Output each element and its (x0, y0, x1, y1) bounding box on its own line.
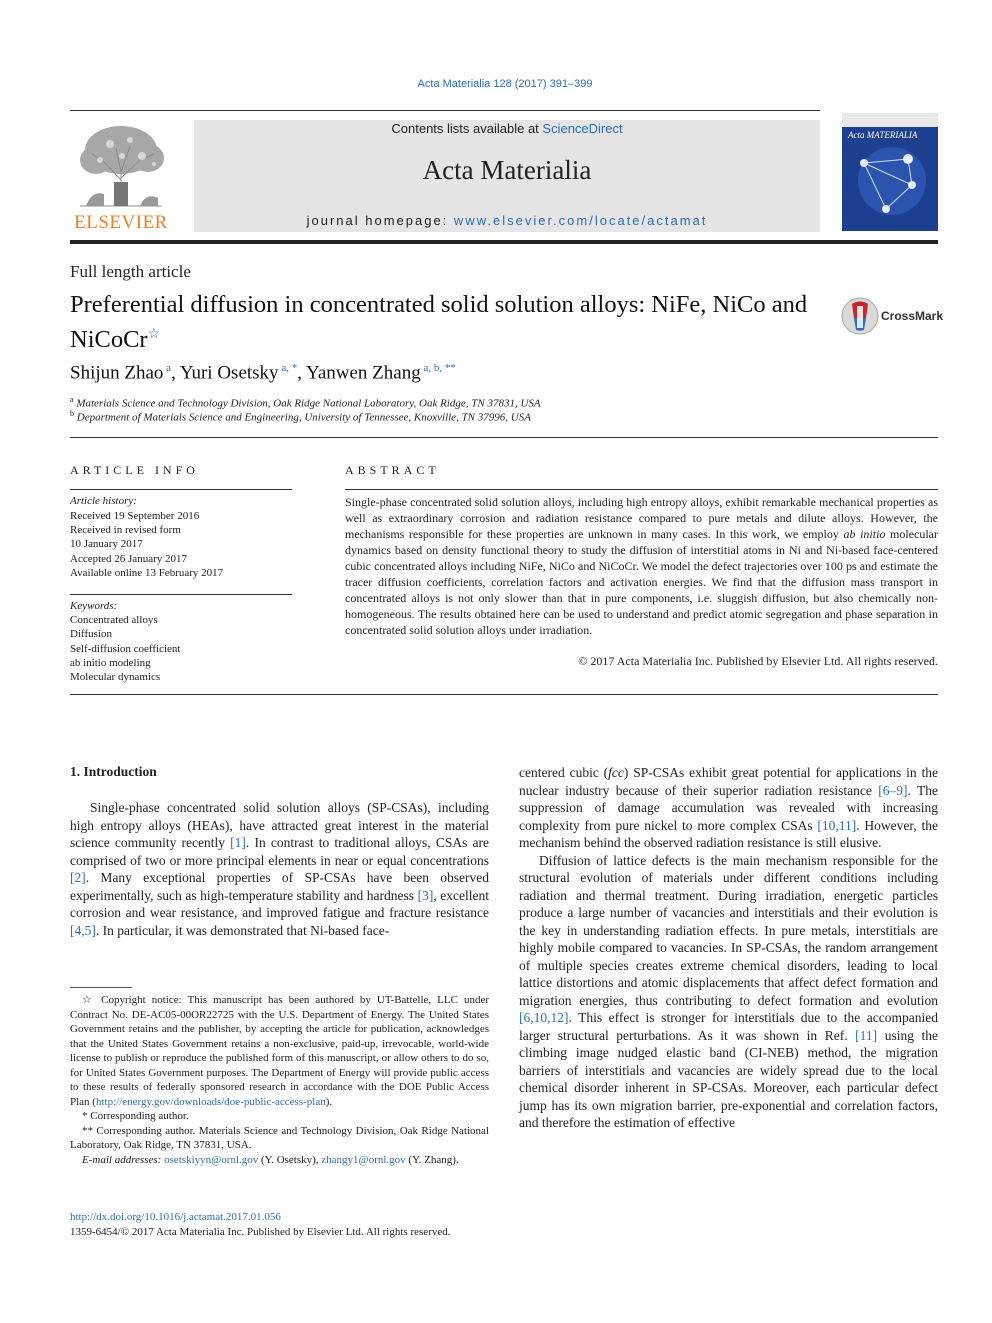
contents-line (194, 121, 820, 136)
abstract-rule (345, 489, 938, 490)
author-name: Shijun Zhao (70, 362, 164, 384)
section-heading-introduction: 1. Introduction (70, 764, 157, 779)
footnote-rule (70, 987, 132, 988)
doe-access-plan-link[interactable]: http://energy.gov/downloads/doe-public-access-plan (95, 1095, 326, 1108)
elsevier-wordmark: ELSEVIER (74, 212, 168, 233)
intro-paragraph: Diffusion of lattice defects is the main mechanism responsible for the structural evolution of materials under different conditions including radiation and thermal treatment. During irradiation, energetic particles produce a large number of vacancies and interstitials and their evolution is the key in understanding radiation effects. In pure metals, interstitials are highly mobile compared to vacancies. In SP-CSAs, the random arrangement of multiple species creates extreme chemical disorders, leading to local lattice distortions and atomic displacements that affect defect formation and migration energies, thus contributing to defect formation and evolution [6,10,12]. This effect is stronger for interstitials due to the accompanied larger structural perturbations. As it was shown in Ref. [11] using the climbing image nudged elastic band (CI-NEB) method, the migration barriers of interstitials and vacancies are widely spread due to the local chemical disorder inherent in SP-CSAs. Moreover, each particular defect jump has its own migration barrier, pre-exponential and correlation factors, and therefore the estimation of effective (519, 852, 939, 1130)
author-affiliation-mark[interactable]: a (166, 362, 172, 374)
intro-paragraph: Single-phase concentrated solid solution alloys (SP-CSAs), including high entropy alloys (HEAs), have attracted great interest in the material science community recently [1]. In contrast to traditional alloys, CSAs are comprised of two or more principal elements in near or equal concentrations [2]. Many exceptional properties of SP-CSAs have been observed experimentally, such as high-temperature stability and hardness [3], excellent corrosion and wear resistance, and improved fatigue and fracture resistance [4,5]. In particular, it was demonstrated that Ni-based face- (70, 800, 489, 938)
crossmark-label: CrossMark (881, 309, 944, 323)
intro-paragraph: centered cubic (fcc) SP-CSAs exhibit great potential for applications in the nuclear industry because of their superior radiation resistance [6–9]. The suppression of damage accumulation was revealed with increasing complexity from pure nickel to more complex CSAs [10,11]. However, the mechanism behind the observed radiation resistance is still elusive. (519, 765, 938, 850)
history-item: Available online 13 February 2017 (70, 567, 224, 579)
history-label: Article history: (70, 495, 137, 507)
keyword-item: Diffusion (70, 628, 112, 640)
elsevier-logo (70, 120, 172, 232)
title-footnote-mark[interactable]: ☆ (147, 327, 161, 342)
abstract-heading: ABSTRACT (345, 463, 440, 477)
citation-link[interactable]: [4,5] (70, 922, 96, 938)
article-type: Full length article (70, 262, 191, 281)
body-column-left (70, 799, 489, 939)
homepage-line (194, 213, 820, 228)
author-list: Shijun Zhao $^a$, Yuri Osetsky $^{a, *}$, Yanwen Zhang $^{a, b, **}$ (70, 362, 456, 384)
author-name: Yanwen Zhang (306, 362, 421, 384)
author-affiliation-mark[interactable]: a, * (281, 362, 298, 374)
crossmark-icon (840, 296, 880, 336)
citation-link[interactable]: [2] (70, 870, 86, 885)
keywords-label: Keywords: (70, 600, 118, 612)
citation-link[interactable]: [10,11] (817, 817, 857, 833)
contents-prefix: Contents lists available at (391, 121, 543, 136)
citation-link[interactable]: [6,10,12] (519, 1010, 569, 1025)
article-title (70, 290, 830, 355)
affiliation-rule (70, 437, 938, 438)
abstract-copyright: © 2017 Acta Materialia Inc. Published by Elsevier Ltd. All rights reserved. (578, 654, 938, 668)
abstract-italic-term: ab initio (843, 527, 886, 541)
cover-title: Acta MATERIALIA (848, 130, 918, 140)
history-item: Accepted 26 January 2017 (70, 553, 187, 565)
homepage-prefix: journal homepage: (306, 213, 454, 228)
journal-name: Acta Materialia (422, 155, 592, 185)
header-top-rule (70, 110, 820, 111)
abstract-bottom-rule (70, 694, 938, 695)
history-item: Received 19 September 2016 (70, 510, 200, 522)
crossmark-badge[interactable] (840, 296, 944, 336)
affiliation-text: Department of Materials Science and Engineering, University of Tennessee, Knoxville, TN 37996, USA (76, 411, 531, 424)
citation-link[interactable]: [1] (230, 835, 246, 850)
corresponding-footnote: ** Corresponding author. Materials Science and Technology Division, Oak Ridge National Laboratory, Oak Ridge, TN 37831, USA. (70, 1124, 489, 1151)
email-footnote: E-mail addresses: osetskiyyn@ornl.gov (Y. Osetsky), zhangy1@ornl.gov (Y. Zhang). (82, 1153, 459, 1166)
journal-reference-link[interactable]: Acta Materialia 128 (2017) 391–399 (417, 78, 593, 90)
affiliation-mark: b (70, 409, 74, 418)
abstract-text: Single-phase concentrated solid solution alloys, including high entropy alloys, exhibit remarkable mechanical properties as well as extraordinary corrosion and radiation resistance compared to pure metals and dilute alloys. However, the mechanisms responsible for these properties are unknown in many cases. In this work, we employ ab initio molecular dynamics based on density functional theory to study the diffusion of interstitial atoms in Ni and Ni-based face-centered cubic concentrated alloys including NiFe, NiCo and NiCoCr. We model the defect trajectories over 100 ps and estimate the tracer diffusion coefficients, correlation factors and activation energies. We find that the diffusion mass transport in concentrated alloys is not only slower than that in pure components, i.e. sluggish diffusion, but also chemically non-homogeneous. The results obtained here can be used to understand and predict atomic segregation and phase separation in concentrated solid solution alloys under irradiation. (345, 495, 938, 637)
keywords-rule (70, 594, 292, 595)
citation-link[interactable]: [6–9] (878, 782, 908, 798)
sciencedirect-link[interactable]: ScienceDirect (542, 121, 623, 136)
issn-copyright-line: 1359-6454/© 2017 Acta Materialia Inc. Published by Elsevier Ltd. All rights reserved. (70, 1226, 451, 1238)
footnotes (70, 993, 489, 1167)
keyword-item: Self-diffusion coefficient (70, 643, 181, 655)
article-title-text: Preferential diffusion in concentrated solid solution alloys: NiFe, NiCo and NiCoCr (70, 291, 808, 354)
citation-link[interactable]: [3] (417, 887, 434, 903)
history-item: Received in revised form (70, 524, 181, 536)
author-name: Yuri Osetsky (179, 362, 279, 384)
keyword-item: Molecular dynamics (70, 671, 161, 683)
body-column-right (519, 764, 938, 1132)
corresponding-footnote: * Corresponding author. (82, 1110, 189, 1122)
article-info-rule (70, 489, 292, 490)
keyword-item: Concentrated alloys (70, 614, 158, 626)
history-item: 10 January 2017 (70, 538, 143, 550)
homepage-link[interactable]: www.elsevier.com/locate/actamat (453, 213, 708, 228)
email-link[interactable]: zhangy1@ornl.gov (321, 1153, 406, 1166)
affiliation-mark: a (70, 395, 74, 404)
email-link[interactable]: osetskiyyn@ornl.gov (164, 1153, 259, 1166)
header-bottom-rule (70, 240, 938, 244)
article-info-heading: ARTICLE INFO (70, 463, 199, 477)
affiliation-a (70, 395, 541, 410)
doi-link[interactable]: http://dx.doi.org/10.1016/j.actamat.2017.01.056 (70, 1211, 281, 1223)
affiliation-text: Materials Science and Technology Division, Oak Ridge National Laboratory, Oak Ridge, TN 37831, USA (76, 397, 541, 410)
affiliation-b (70, 409, 531, 424)
copyright-footnote: ☆ Copyright notice: This manuscript has been authored by UT-Battelle, LLC under Contract No. DE-AC05-00OR22725 with the U.S. Department of Energy. The United States Government retains and the publisher, by accepting the article for publication, acknowledges that the United States Government retains a non-exclusive, paid-up, irrevocable, world-wide license to publish or reproduce the published form of this manuscript, or allow others to do so, for United States Government purposes. The Department of Energy will provide public access to these results of federally sponsored research in accordance with the DOE Public Access Plan (http://energy.gov/downloads/doe-public-access-plan). (70, 994, 489, 1108)
keyword-item: ab initio modeling (70, 657, 151, 669)
citation-link[interactable]: [11] (855, 1027, 878, 1043)
journal-cover-image (842, 113, 938, 231)
author-affiliation-mark[interactable]: a, b, ** (423, 362, 456, 374)
